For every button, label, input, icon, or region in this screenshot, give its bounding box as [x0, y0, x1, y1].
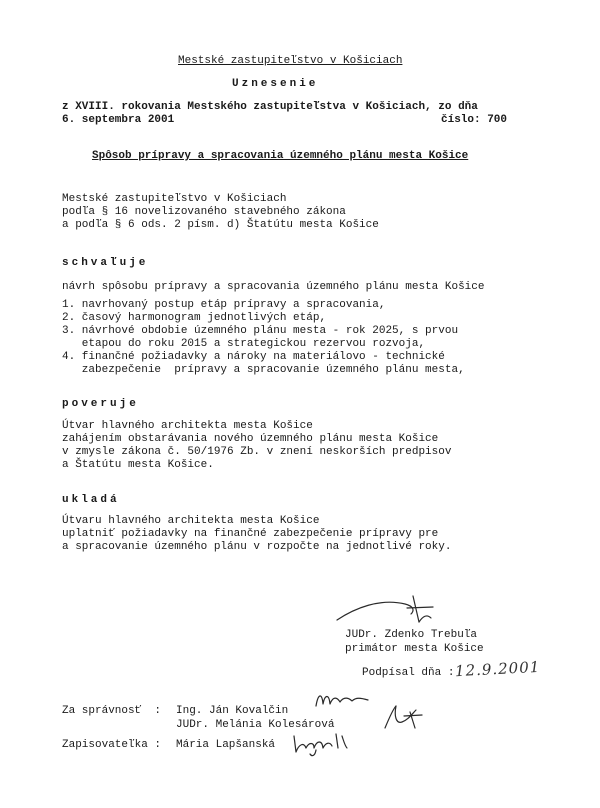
entrusts-line: zahájením obstarávania nového územného plánu mesta Košice: [62, 433, 439, 445]
recorder-label: Zapisovateľka :: [62, 739, 162, 751]
recorder-signature: [290, 730, 350, 758]
approves-intro: návrh spôsobu prípravy a spracovania územného plánu mesta Košice: [62, 281, 485, 293]
session-date: 6. septembra 2001: [62, 114, 175, 126]
resolution-subject: Spôsob prípravy a spracovania územného plánu mesta Košice: [92, 150, 469, 162]
approves-item: zabezpečenie prípravy a spracovanie územného plánu mesta,: [62, 364, 465, 376]
orders-line: a spracovanie územného plánu v rozpočte na jednotlivé roky.: [62, 541, 452, 553]
orders-heading: ukladá: [62, 494, 120, 506]
verifier-signature: [314, 688, 374, 710]
entrusts-line: v zmysle zákona č. 50/1976 Zb. v znení neskorších predpisov: [62, 446, 452, 458]
orders-line: Útvaru hlavného architekta mesta Košice: [62, 515, 320, 527]
preamble-line: Mestské zastupiteľstvo v Košiciach: [62, 193, 287, 205]
verifier-name: Ing. Ján Kovalčin: [176, 705, 289, 717]
recorder-name: Mária Lapšanská: [176, 739, 276, 751]
verifier-name: JUDr. Melánia Kolesárová: [176, 719, 335, 731]
council-title: Mestské zastupiteľstvo v Košiciach: [178, 55, 403, 67]
entrusts-line: a Štatútu mesta Košice.: [62, 459, 214, 471]
signatory-name: JUDr. Zdenko Trebuľa: [345, 629, 478, 641]
verification-label: Za správnosť :: [62, 705, 162, 717]
approves-heading: schvaľuje: [62, 257, 149, 269]
entrusts-line: Útvar hlavného architekta mesta Košice: [62, 420, 313, 432]
signed-date: 12.9.2001: [454, 657, 541, 681]
entrusts-heading: poveruje: [62, 398, 139, 410]
approves-item: 2. časový harmonogram jednotlivých etáp,: [62, 312, 327, 324]
signatory-title: primátor mesta Košice: [345, 643, 484, 655]
approves-item: 4. finančné požiadavky a nároky na materiálovo - technické: [62, 351, 445, 363]
preamble-line: podľa § 16 novelizovaného stavebného zákona: [62, 206, 346, 218]
preamble-line: a podľa § 6 ods. 2 písm. d) Štatútu mesta Košice: [62, 219, 379, 231]
verifier-signature: [382, 702, 427, 732]
orders-line: uplatniť požiadavky na finančné zabezpečenie prípravy pre: [62, 528, 439, 540]
resolution-number: číslo: 700: [441, 114, 508, 126]
approves-item: 1. navrhovaný postup etáp prípravy a spracovania,: [62, 299, 386, 311]
signed-label: Podpísal dňa :: [362, 667, 455, 679]
document-type: Uznesenie: [232, 78, 319, 90]
approves-item: 3. návrhové obdobie územného plánu mesta - rok 2025, s prvou: [62, 325, 459, 337]
approves-item: etapou do roku 2015 a strategickou rezervou rozvoja,: [62, 338, 426, 350]
session-line: z XVIII. rokovania Mestského zastupiteľstva v Košiciach, zo dňa: [62, 101, 478, 113]
